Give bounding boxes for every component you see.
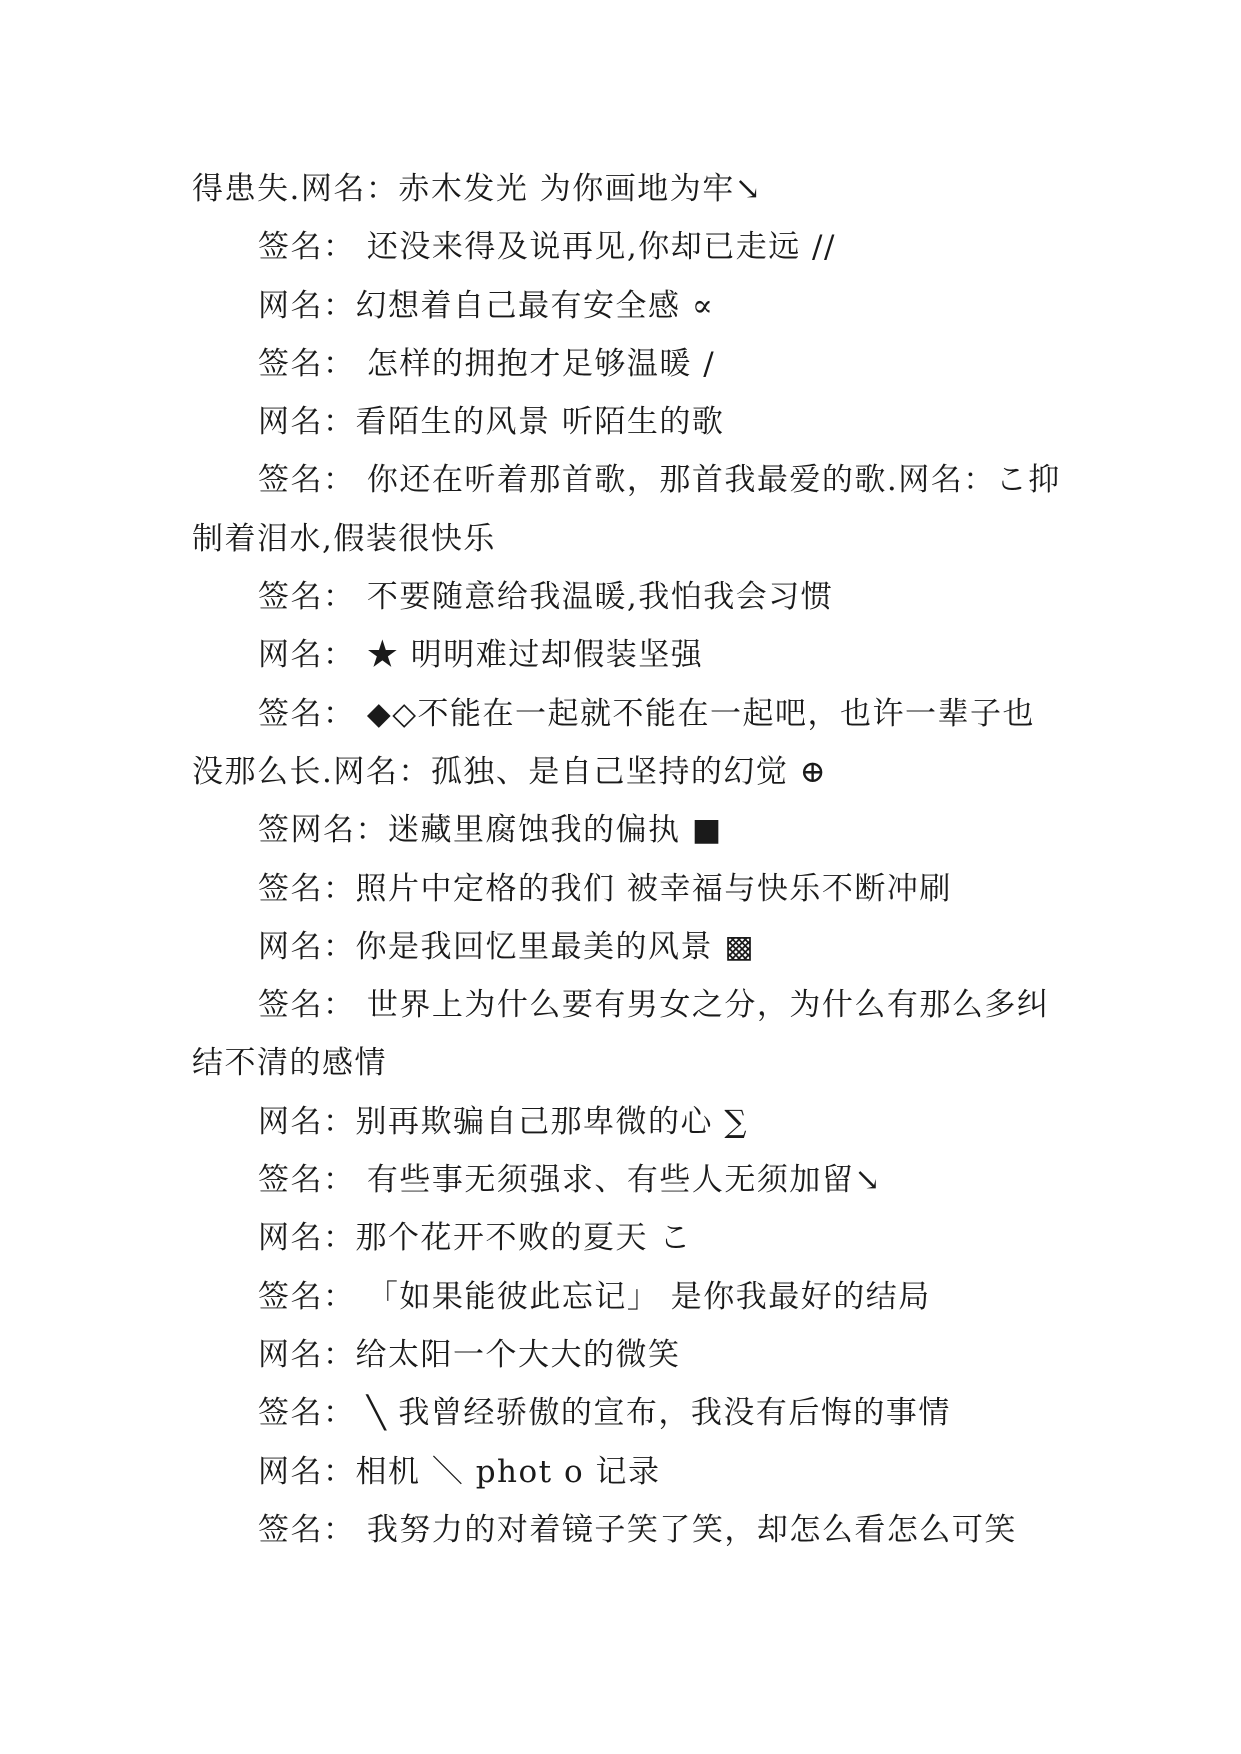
paragraph: 签名： 「如果能彼此忘记」 是你我最好的结局 bbox=[258, 1278, 931, 1315]
paragraph: 网名：给太阳一个大大的微笑 bbox=[258, 1336, 681, 1373]
paragraph: 签网名：迷藏里腐蚀我的偏执 ■ bbox=[258, 812, 723, 849]
paragraph: 网名：那个花开不败的夏天 こ bbox=[258, 1220, 692, 1257]
paragraph: 网名：看陌生的风景 听陌生的歌 bbox=[258, 404, 725, 441]
paragraph: 网名： ★ 明明难过却假装坚强 bbox=[258, 637, 704, 674]
paragraph: 签名： 怎样的拥抱才足够温暖 / bbox=[258, 345, 716, 382]
paragraph: 网名：幻想着自己最有安全感 ∝ bbox=[258, 287, 715, 324]
paragraph: 签名： 世界上为什么要有男女之分，为什么有那么多纠结不清的感情 bbox=[192, 987, 1050, 1082]
paragraph: 网名：别再欺骗自己那卑微的心 ∑ bbox=[258, 1103, 748, 1140]
paragraph: 签名： ╲ 我曾经骄傲的宣布，我没有后悔的事情 bbox=[258, 1395, 951, 1432]
paragraph: 签名： ◆◇不能在一起就不能在一起吧，也许一辈子也没那么长.网名：孤独、是自己坚持的幻觉 ⊕ bbox=[192, 695, 1036, 790]
paragraph: 签名： 你还在听着那首歌，那首我最爱的歌.网名：こ抑制着泪水,假装很快乐 bbox=[192, 462, 1061, 557]
paragraph: 网名：相机 ＼ phot o 记录 bbox=[258, 1453, 661, 1490]
paragraph: 签名： 不要随意给我温暖,我怕我会习惯 bbox=[258, 579, 834, 616]
paragraph: 签名： 有些事无须强求、有些人无须加留↘ bbox=[258, 1162, 882, 1199]
paragraph: 网名：你是我回忆里最美的风景 ▩ bbox=[258, 928, 756, 965]
paragraph: 签名： 我努力的对着镜子笑了笑，却怎么看怎么可笑 bbox=[258, 1511, 1017, 1548]
paragraph: 签名：照片中定格的我们 被幸福与快乐不断冲刷 bbox=[258, 870, 952, 907]
document-body bbox=[192, 160, 1062, 1559]
paragraph: 签名： 还没来得及说再见,你却已走远 // bbox=[258, 229, 836, 266]
paragraph: 得患失.网名：赤木发光 为你画地为牢↘ bbox=[192, 171, 763, 207]
